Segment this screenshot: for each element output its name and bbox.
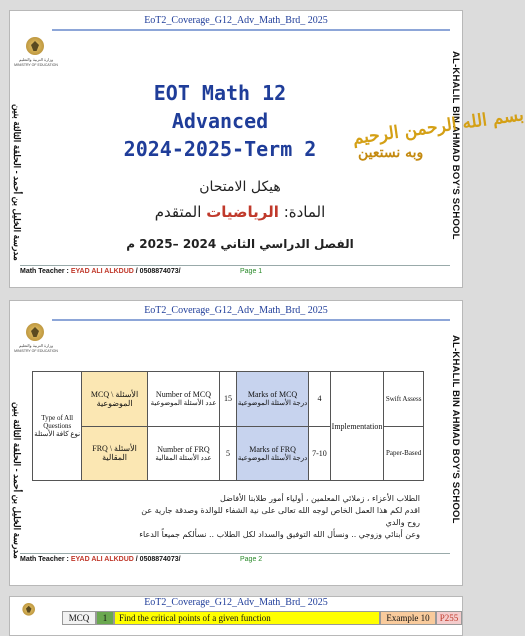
marks-mcq-value: 4 (309, 372, 330, 427)
document-header: EoT2_Coverage_G12_Adv_Math_Brd_ 2025 (144, 305, 328, 316)
num-frq-ar: عدد الأسئلة المقالية (155, 453, 212, 462)
subject-line (140, 203, 340, 221)
page-number: Page 1 (240, 268, 263, 275)
document-header: EoT2_Coverage_G12_Adv_Math_Brd_ 2025 (144, 597, 328, 608)
question-description: Find the critical points of a given function (114, 611, 380, 625)
marks-mcq-en: Marks of MCQ (247, 390, 298, 400)
marks-frq-value: 7-10 (309, 426, 330, 481)
mcq-label-cell: MCQ \ الأسئلة الموضوعية (82, 372, 147, 427)
exam-structure-heading: هيكل الامتحان (199, 179, 281, 195)
ministry-emblem (14, 37, 58, 75)
teacher-label: Math Teacher : (20, 268, 71, 275)
marks-frq-ar: درجة الأسئلة الموضوعية (237, 453, 308, 462)
num-mcq-value: 15 (220, 372, 237, 427)
document-header: EoT2_Coverage_G12_Adv_Math_Brd_ 2025 (144, 15, 328, 26)
page-ref: P255 (436, 611, 462, 625)
num-frq-value: 5 (220, 426, 237, 481)
teacher-name: EYAD ALI ALKDUD (70, 556, 134, 563)
seal-line-1: بسم الله الرحمن الرحيم (351, 105, 525, 149)
num-mcq-ar: عدد الأسئلة الموضوعية (150, 399, 217, 408)
school-name-arabic: مدرسة الخليل بن أحمد - الحلقة الثالثة بنين (12, 104, 22, 261)
page-3 (9, 596, 463, 636)
seal-line-2: وبه نستعين (358, 145, 424, 161)
page-footer (20, 265, 450, 276)
ministry-name-en: MINISTRY OF EDUCATION (14, 63, 58, 67)
marks-mcq-cell (236, 372, 308, 427)
subject-name: الرياضيات (206, 203, 279, 221)
school-name-arabic: مدرسة الخليل بن أحمد - الحلقة الثالثة بنين (12, 402, 22, 559)
page-footer (20, 553, 450, 564)
teacher-label: Math Teacher : (20, 556, 71, 563)
type-label-en: Type of All Questions (41, 414, 74, 430)
school-name-english: AL-KHALIL BIN AHMAD BOY'S SCHOOL (450, 335, 461, 524)
example-ref: Example 10 (380, 611, 436, 625)
teacher-info (20, 268, 181, 275)
swift-assess-cell: Swift Assess (384, 372, 424, 427)
num-frq-en: Number of FRQ (157, 444, 210, 454)
teacher-name: EYAD ALI ALKDUD (70, 268, 134, 275)
marks-frq-cell (236, 426, 308, 481)
implementation-cell: Implementation (330, 372, 384, 481)
page-1 (9, 10, 525, 288)
title-line-1: EOT Math 12 (153, 81, 287, 105)
ministry-name-ar: وزارة التربية والتعليم (18, 57, 54, 62)
subject-suffix: المتقدم (154, 203, 202, 221)
ministry-name-en: MINISTRY OF EDUCATION (14, 349, 58, 353)
paper-based-cell: Paper-Based (384, 426, 424, 481)
question-type: MCQ (62, 611, 96, 625)
question-type-cell (33, 372, 82, 481)
dedication-text (130, 493, 420, 541)
teacher-info (20, 556, 181, 563)
marks-mcq-ar: درجة الأسئلة الموضوعية (237, 399, 308, 408)
school-name-english: AL-KHALIL BIN AHMAD BOY'S SCHOOL (450, 51, 461, 240)
num-mcq-en: Number of MCQ (155, 390, 212, 400)
ministry-emblem (14, 323, 58, 361)
header-divider (52, 29, 450, 31)
title-line-2: Advanced (171, 109, 269, 133)
num-frq-cell (147, 426, 219, 481)
basmala-seal (351, 105, 525, 195)
page-2 (9, 300, 463, 586)
dedication-line-2: اقدم لكم هذا العمل الخاص لوجه الله تعالى على نية الشفاء للوالدة وصدقة جارية عن روح والدي (141, 506, 420, 527)
teacher-phone: / 0508874073/ (133, 556, 181, 563)
subject-prefix: المادة: (283, 203, 326, 221)
header-divider (52, 319, 450, 321)
ministry-name-ar: وزارة التربية والتعليم (18, 343, 54, 348)
title-line-3: 2024-2025-Term 2 (123, 137, 317, 161)
num-mcq-cell (147, 372, 219, 427)
dedication-line-3: وعن أبنائي وزوجي .. ونسأل الله التوفيق والسداد لكل الطلاب .. نسألكم جميعاً الدعاء (139, 530, 420, 539)
term-line: الفصل الدراسي الثاني 2024 –2025 م (126, 237, 354, 251)
teacher-phone: / 0508874073/ (133, 268, 181, 275)
dedication-line-1: الطلاب الأعزاء ، زملائي المعلمين ، أولياء أمور طلابنا الأفاضل (219, 494, 420, 503)
page-number: Page 2 (240, 556, 263, 563)
type-label-ar: نوع كافة الأسئلة (34, 430, 81, 438)
frq-label-cell: FRQ \ الأسئلة المقالية (82, 426, 147, 481)
marks-frq-en: Marks of FRQ (249, 444, 296, 454)
ministry-emblem (14, 603, 45, 630)
exam-structure-table (32, 371, 424, 481)
question-number: 1 (96, 611, 114, 625)
coverage-row (62, 611, 462, 625)
